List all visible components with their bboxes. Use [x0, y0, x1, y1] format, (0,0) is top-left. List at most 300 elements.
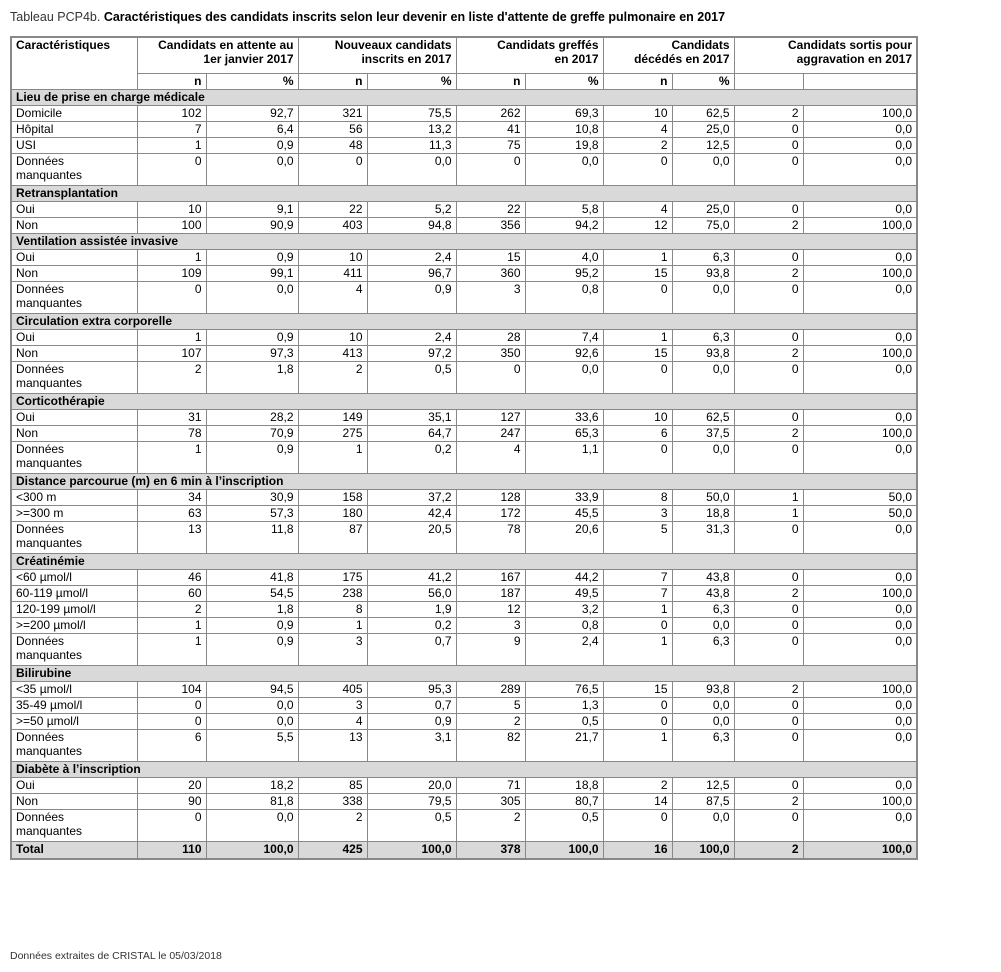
value-cell: 10: [603, 410, 672, 426]
value-cell: 0: [734, 154, 803, 186]
value-cell: 1,1: [525, 442, 603, 474]
value-cell: 33,9: [525, 490, 603, 506]
value-cell: 6: [603, 426, 672, 442]
value-cell: 6: [137, 730, 206, 762]
value-cell: 0: [734, 602, 803, 618]
value-cell: 63: [137, 506, 206, 522]
value-cell: 48: [298, 138, 367, 154]
table-row: [11, 266, 917, 282]
value-cell: 0: [734, 202, 803, 218]
section-title: Diabète à l’inscription: [11, 762, 917, 778]
value-cell: 0: [734, 698, 803, 714]
value-cell: 1: [298, 442, 367, 474]
row-label-line: 60-119 µmol/l: [16, 586, 89, 600]
row-label: [11, 218, 137, 234]
value-cell: 50,0: [803, 490, 917, 506]
value-cell: 34: [137, 490, 206, 506]
value-cell: 0,0: [672, 362, 734, 394]
subheader-cell: [734, 74, 803, 90]
value-cell: 0,9: [367, 714, 456, 730]
row-label-line: manquantes: [16, 824, 83, 838]
value-cell: 3: [603, 506, 672, 522]
row-label-line: manquantes: [16, 744, 83, 758]
row-label: [11, 282, 137, 314]
value-cell: 30,9: [206, 490, 298, 506]
row-label-line: Non: [16, 426, 39, 440]
row-label-line: manquantes: [16, 168, 83, 182]
value-cell: 37,2: [367, 490, 456, 506]
column-header-line: inscrits en 2017: [361, 52, 452, 66]
row-label: [11, 634, 137, 666]
value-cell: 1: [137, 442, 206, 474]
value-cell: 0,0: [803, 250, 917, 266]
value-cell: 1: [734, 490, 803, 506]
column-header-group: [298, 37, 456, 74]
section-title: Lieu de prise en charge médicale: [11, 90, 917, 106]
row-label-line: Données: [16, 442, 65, 456]
value-cell: 0,0: [672, 714, 734, 730]
table-row: [11, 250, 917, 266]
value-cell: 0,0: [206, 698, 298, 714]
table-title: [10, 8, 725, 26]
value-cell: 95,2: [525, 266, 603, 282]
value-cell: 56: [298, 122, 367, 138]
column-header-group: [603, 37, 734, 74]
value-cell: 0: [603, 154, 672, 186]
value-cell: 12: [456, 602, 525, 618]
row-label: [11, 794, 137, 810]
value-cell: 0: [603, 618, 672, 634]
row-label-line: <35 µmol/l: [16, 682, 72, 696]
value-cell: 5: [456, 698, 525, 714]
value-cell: 81,8: [206, 794, 298, 810]
row-label: [11, 506, 137, 522]
value-cell: 0,5: [525, 810, 603, 842]
value-cell: 0: [603, 362, 672, 394]
value-cell: 0,0: [803, 810, 917, 842]
value-cell: 64,7: [367, 426, 456, 442]
row-label: [11, 602, 137, 618]
value-cell: 1: [603, 730, 672, 762]
column-header-line: Candidats sortis pour: [787, 38, 912, 52]
value-cell: 247: [456, 426, 525, 442]
table-row: [11, 602, 917, 618]
subheader-cell: n: [456, 74, 525, 90]
value-cell: 0: [603, 714, 672, 730]
table-row: [11, 202, 917, 218]
value-cell: 5,8: [525, 202, 603, 218]
table-number: Tableau PCP4b.: [10, 10, 101, 24]
value-cell: 360: [456, 266, 525, 282]
value-cell: 13,2: [367, 122, 456, 138]
table-row: [11, 346, 917, 362]
row-label: [11, 714, 137, 730]
row-label-line: Non: [16, 218, 39, 232]
value-cell: 14: [603, 794, 672, 810]
section-row: [11, 394, 917, 410]
value-cell: 20,0: [367, 778, 456, 794]
table-caption: Caractéristiques des candidats inscrits selon leur devenir en liste d'attente de greffe pulmonaire en 2017: [103, 10, 726, 24]
value-cell: 0,0: [803, 282, 917, 314]
subheader-cell: %: [672, 74, 734, 90]
value-cell: 0: [734, 522, 803, 554]
value-cell: 4: [603, 122, 672, 138]
value-cell: 94,8: [367, 218, 456, 234]
value-cell: 3,1: [367, 730, 456, 762]
value-cell: 0,0: [803, 330, 917, 346]
value-cell: 43,8: [672, 586, 734, 602]
value-cell: 15: [603, 682, 672, 698]
value-cell: 1,8: [206, 362, 298, 394]
value-cell: 71: [456, 778, 525, 794]
row-label-line: manquantes: [16, 456, 83, 470]
value-cell: 0,0: [672, 282, 734, 314]
value-cell: 62,5: [672, 106, 734, 122]
value-cell: 0: [603, 282, 672, 314]
value-cell: 0: [734, 730, 803, 762]
value-cell: 180: [298, 506, 367, 522]
value-cell: 321: [298, 106, 367, 122]
value-cell: 158: [298, 490, 367, 506]
value-cell: 6,3: [672, 602, 734, 618]
value-cell: 0: [734, 634, 803, 666]
value-cell: 0,0: [803, 138, 917, 154]
column-header-group: [137, 37, 298, 74]
row-label-line: Oui: [16, 250, 35, 264]
value-cell: 4,0: [525, 250, 603, 266]
row-label-line: Oui: [16, 330, 35, 344]
value-cell: 90: [137, 794, 206, 810]
row-label-line: >=50 µmol/l: [16, 714, 79, 728]
value-cell: 97,2: [367, 346, 456, 362]
table-row: [11, 362, 917, 394]
value-cell: 4: [456, 442, 525, 474]
value-cell: 1,3: [525, 698, 603, 714]
value-cell: 99,1: [206, 266, 298, 282]
value-cell: 2: [734, 682, 803, 698]
row-label-line: Données: [16, 810, 65, 824]
value-cell: 78: [137, 426, 206, 442]
total-value-cell: 378: [456, 842, 525, 860]
row-label: [11, 442, 137, 474]
value-cell: 3: [456, 618, 525, 634]
value-cell: 149: [298, 410, 367, 426]
value-cell: 0: [734, 714, 803, 730]
value-cell: 2: [734, 794, 803, 810]
value-cell: 0,0: [672, 698, 734, 714]
value-cell: 2: [298, 362, 367, 394]
value-cell: 0,9: [367, 282, 456, 314]
row-label: [11, 138, 137, 154]
value-cell: 0,5: [525, 714, 603, 730]
value-cell: 100,0: [803, 218, 917, 234]
value-cell: 0: [734, 122, 803, 138]
row-label-line: >=200 µmol/l: [16, 618, 86, 632]
value-cell: 33,6: [525, 410, 603, 426]
section-title: Distance parcourue (m) en 6 min à l’inscription: [11, 474, 917, 490]
value-cell: 12: [603, 218, 672, 234]
value-cell: 8: [603, 490, 672, 506]
table-row: [11, 794, 917, 810]
value-cell: 11,8: [206, 522, 298, 554]
table-row: [11, 618, 917, 634]
row-label: [11, 778, 137, 794]
value-cell: 2: [456, 714, 525, 730]
value-cell: 41,2: [367, 570, 456, 586]
value-cell: 0,0: [803, 714, 917, 730]
value-cell: 0,9: [206, 618, 298, 634]
value-cell: 0,0: [803, 618, 917, 634]
table-row: [11, 442, 917, 474]
total-value-cell: 110: [137, 842, 206, 860]
value-cell: 2,4: [367, 330, 456, 346]
value-cell: 18,8: [672, 506, 734, 522]
value-cell: 25,0: [672, 122, 734, 138]
subheader-row: [11, 74, 917, 90]
row-label-line: Données: [16, 362, 65, 376]
value-cell: 100,0: [803, 682, 917, 698]
value-cell: 0: [137, 282, 206, 314]
value-cell: 2: [734, 106, 803, 122]
value-cell: 0,9: [206, 250, 298, 266]
value-cell: 7: [603, 586, 672, 602]
value-cell: 0: [137, 698, 206, 714]
value-cell: 0: [603, 442, 672, 474]
column-header-line: Candidats en attente au: [158, 38, 294, 52]
table-row: [11, 634, 917, 666]
value-cell: 37,5: [672, 426, 734, 442]
value-cell: 94,2: [525, 218, 603, 234]
value-cell: 41,8: [206, 570, 298, 586]
value-cell: 1: [603, 250, 672, 266]
value-cell: 15: [603, 346, 672, 362]
value-cell: 0,9: [206, 330, 298, 346]
section-row: [11, 474, 917, 490]
value-cell: 1,8: [206, 602, 298, 618]
value-cell: 50,0: [672, 490, 734, 506]
section-row: [11, 314, 917, 330]
section-row: [11, 554, 917, 570]
row-label: [11, 122, 137, 138]
section-row: [11, 90, 917, 106]
value-cell: 0,9: [206, 138, 298, 154]
value-cell: 0: [734, 250, 803, 266]
row-label-line: Oui: [16, 778, 35, 792]
row-label-line: Hôpital: [16, 122, 54, 136]
column-header-line: Nouveaux candidats: [334, 38, 452, 52]
value-cell: 1: [137, 250, 206, 266]
table-row: [11, 410, 917, 426]
value-cell: 2,4: [525, 634, 603, 666]
value-cell: 0,0: [803, 410, 917, 426]
table-row: [11, 426, 917, 442]
row-label-line: 35-49 µmol/l: [16, 698, 83, 712]
value-cell: 54,5: [206, 586, 298, 602]
value-cell: 2: [456, 810, 525, 842]
value-cell: 2: [137, 362, 206, 394]
table-row: [11, 154, 917, 186]
value-cell: 92,7: [206, 106, 298, 122]
value-cell: 275: [298, 426, 367, 442]
value-cell: 0,0: [803, 122, 917, 138]
subheader-cell: %: [206, 74, 298, 90]
value-cell: 78: [456, 522, 525, 554]
value-cell: 82: [456, 730, 525, 762]
row-label: [11, 106, 137, 122]
value-cell: 5,2: [367, 202, 456, 218]
value-cell: 3: [298, 698, 367, 714]
table-row: [11, 122, 917, 138]
value-cell: 50,0: [803, 506, 917, 522]
value-cell: 0,0: [525, 154, 603, 186]
value-cell: 107: [137, 346, 206, 362]
value-cell: 127: [456, 410, 525, 426]
value-cell: 97,3: [206, 346, 298, 362]
total-value-cell: 16: [603, 842, 672, 860]
value-cell: 9: [456, 634, 525, 666]
value-cell: 0: [734, 778, 803, 794]
value-cell: 5,5: [206, 730, 298, 762]
value-cell: 21,7: [525, 730, 603, 762]
value-cell: 0: [137, 714, 206, 730]
row-label-line: Non: [16, 346, 39, 360]
value-cell: 41: [456, 122, 525, 138]
value-cell: 175: [298, 570, 367, 586]
row-label-line: manquantes: [16, 536, 83, 550]
row-label: [11, 522, 137, 554]
table-row: [11, 682, 917, 698]
value-cell: 0,0: [803, 634, 917, 666]
row-label: [11, 570, 137, 586]
column-header-line: en 2017: [554, 52, 599, 66]
value-cell: 0,7: [367, 634, 456, 666]
row-label-line: Données: [16, 154, 65, 168]
section-row: [11, 762, 917, 778]
value-cell: 356: [456, 218, 525, 234]
value-cell: 19,8: [525, 138, 603, 154]
value-cell: 1: [137, 330, 206, 346]
section-title: Créatinémie: [11, 554, 917, 570]
row-label: [11, 730, 137, 762]
value-cell: 46: [137, 570, 206, 586]
row-label: [11, 490, 137, 506]
row-label: [11, 202, 137, 218]
value-cell: 0,0: [803, 698, 917, 714]
value-cell: 0,7: [367, 698, 456, 714]
column-header-group: [456, 37, 603, 74]
value-cell: 109: [137, 266, 206, 282]
table-row: [11, 218, 917, 234]
value-cell: 96,7: [367, 266, 456, 282]
value-cell: 42,4: [367, 506, 456, 522]
table-row: [11, 730, 917, 762]
value-cell: 1: [603, 330, 672, 346]
value-cell: 6,3: [672, 730, 734, 762]
value-cell: 1: [137, 618, 206, 634]
value-cell: 2,4: [367, 250, 456, 266]
value-cell: 6,3: [672, 330, 734, 346]
value-cell: 43,8: [672, 570, 734, 586]
section-title: Bilirubine: [11, 666, 917, 682]
subheader-cell: %: [367, 74, 456, 90]
row-label: [11, 250, 137, 266]
value-cell: 100,0: [803, 346, 917, 362]
value-cell: 75,0: [672, 218, 734, 234]
value-cell: 0,0: [206, 282, 298, 314]
value-cell: 28: [456, 330, 525, 346]
value-cell: 0,0: [525, 362, 603, 394]
value-cell: 0,5: [367, 362, 456, 394]
value-cell: 0,0: [672, 442, 734, 474]
value-cell: 15: [603, 266, 672, 282]
value-cell: 20: [137, 778, 206, 794]
total-value-cell: 425: [298, 842, 367, 860]
value-cell: 0,0: [672, 618, 734, 634]
row-label-line: manquantes: [16, 376, 83, 390]
value-cell: 403: [298, 218, 367, 234]
value-cell: 95,3: [367, 682, 456, 698]
value-cell: 10: [603, 106, 672, 122]
value-cell: 167: [456, 570, 525, 586]
value-cell: 0,0: [672, 154, 734, 186]
value-cell: 100,0: [803, 794, 917, 810]
value-cell: 18,8: [525, 778, 603, 794]
row-label: [11, 618, 137, 634]
table-row: [11, 586, 917, 602]
value-cell: 100: [137, 218, 206, 234]
value-cell: 0: [734, 410, 803, 426]
value-cell: 1: [137, 634, 206, 666]
total-value-cell: 100,0: [206, 842, 298, 860]
value-cell: 75,5: [367, 106, 456, 122]
value-cell: 2: [603, 778, 672, 794]
value-cell: 2: [298, 810, 367, 842]
value-cell: 10: [298, 250, 367, 266]
value-cell: 93,8: [672, 346, 734, 362]
value-cell: 7: [603, 570, 672, 586]
value-cell: 13: [137, 522, 206, 554]
value-cell: 31: [137, 410, 206, 426]
table-row: [11, 810, 917, 842]
value-cell: 0,9: [206, 634, 298, 666]
value-cell: 0: [298, 154, 367, 186]
value-cell: 7: [137, 122, 206, 138]
section-title: Retransplantation: [11, 186, 917, 202]
row-label-line: Données: [16, 730, 65, 744]
value-cell: 0,0: [206, 154, 298, 186]
row-label-line: <300 m: [16, 490, 57, 504]
value-cell: 0,0: [206, 810, 298, 842]
value-cell: 20,6: [525, 522, 603, 554]
value-cell: 0: [137, 154, 206, 186]
value-cell: 12,5: [672, 778, 734, 794]
row-label: [11, 154, 137, 186]
value-cell: 10: [298, 330, 367, 346]
value-cell: 35,1: [367, 410, 456, 426]
value-cell: 2: [734, 266, 803, 282]
total-value-cell: 100,0: [672, 842, 734, 860]
table-row: [11, 570, 917, 586]
row-label-line: Données: [16, 282, 65, 296]
value-cell: 0,0: [803, 522, 917, 554]
value-cell: 0,0: [803, 154, 917, 186]
value-cell: 3,2: [525, 602, 603, 618]
row-label-line: USI: [16, 138, 37, 152]
column-header-line: Candidats: [671, 38, 730, 52]
row-label-line: >=300 m: [16, 506, 64, 520]
table-row: [11, 778, 917, 794]
column-header-line: Candidats greffés: [497, 38, 599, 52]
